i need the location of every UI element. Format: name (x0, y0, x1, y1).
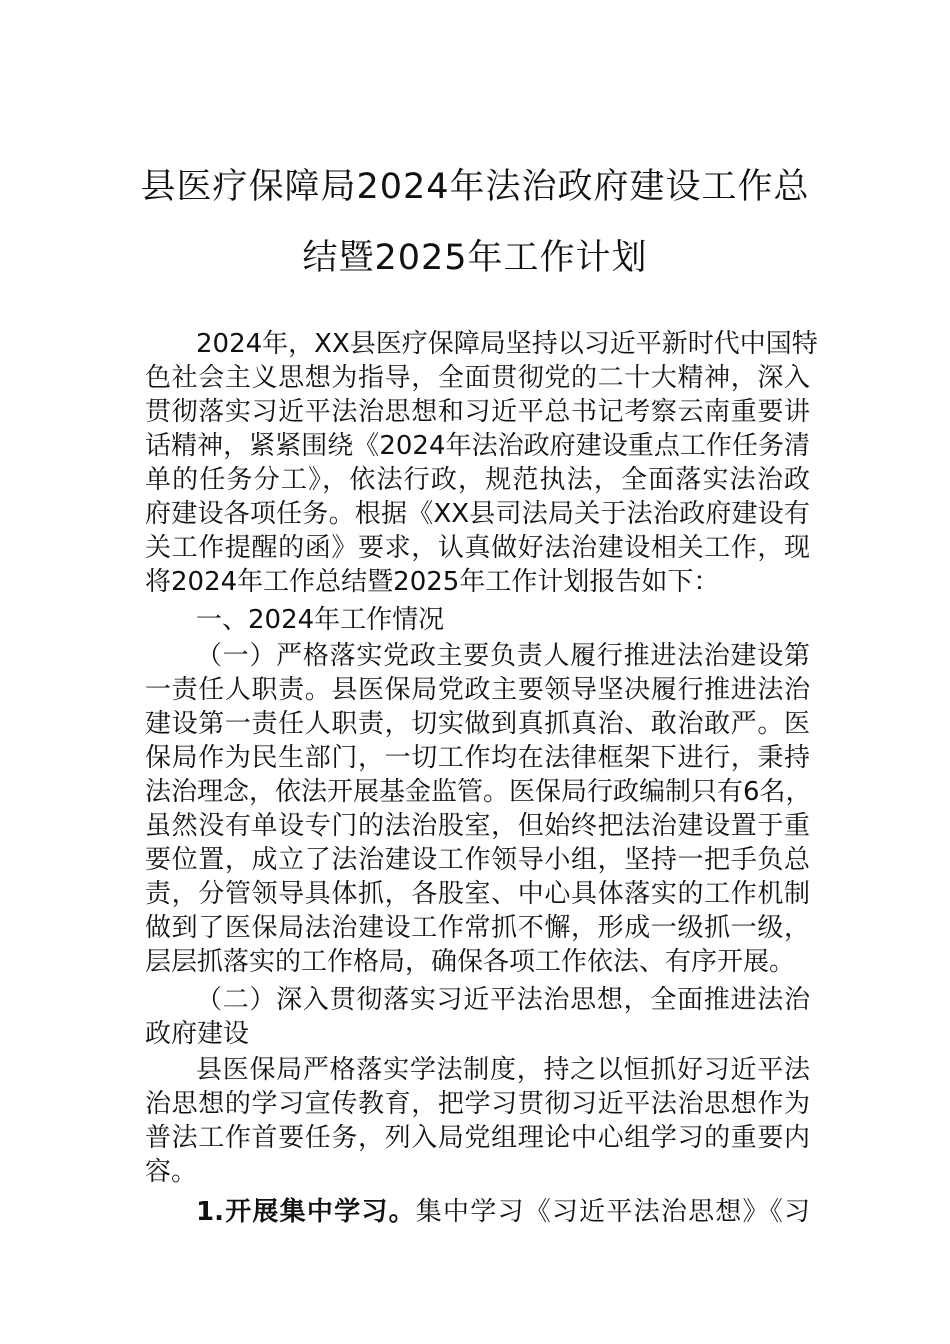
paragraph-line: 一责任人职责。县医保局党政主要领导坚决履行推进法治 (145, 675, 810, 705)
paragraph-line: 层层抓落实的工作格局，确保各项工作依法、有序开展。 (145, 947, 796, 977)
paragraph-line-numbered (196, 1196, 810, 1230)
paragraph-line: 将2024年工作总结暨2025年工作计划报告如下： (145, 567, 720, 597)
paragraph-line: 单的任务分工》，依法行政，规范执法，全面落实法治政 (145, 465, 810, 495)
numbered-item-text: 集中学习《习近平法治思想》《习 (415, 1197, 810, 1227)
paragraph-line: 建设第一责任人职责，切实做到真抓真治、敢治敢严。医 (145, 709, 810, 739)
paragraph-line: 话精神，紧紧围绕《2024年法治政府建设重点工作任务清 (145, 431, 810, 461)
paragraph-line: 贯彻落实习近平法治思想和习近平总书记考察云南重要讲 (145, 397, 810, 427)
subsection-heading: （二）深入贯彻落实习近平法治思想，全面推进法治 (196, 985, 810, 1015)
paragraph-line: 保局作为民生部门，一切工作均在法律框架下进行，秉持 (145, 743, 810, 773)
document-title-line-1: 县医疗保障局2024年法治政府建设工作总 (140, 167, 810, 207)
section-heading: 一、2024年工作情况 (196, 605, 445, 635)
paragraph-line: 关工作提醒的函》要求，认真做好法治建设相关工作，现 (145, 533, 810, 563)
paragraph-line: 虽然没有单设专门的法治股室，但始终把法治建设置于重 (145, 811, 810, 841)
paragraph-line: 做到了医保局法治建设工作常抓不懈，形成一级抓一级， (145, 913, 810, 943)
document-title-line-2: 结暨2025年工作计划 (302, 238, 648, 278)
numbered-item-heading: 1.开展集中学习。 (196, 1197, 416, 1227)
paragraph-line: 责，分管领导具体抓，各股室、中心具体落实的工作机制 (145, 879, 810, 909)
paragraph-line: （一）严格落实党政主要负责人履行推进法治建设第 (196, 641, 810, 671)
paragraph-line: 色社会主义思想为指导，全面贯彻党的二十大精神，深入 (145, 363, 810, 393)
paragraph-line: 治思想的学习宣传教育，把学习贯彻习近平法治思想作为 (145, 1089, 810, 1119)
paragraph-line: 法治理念，依法开展基金监管。医保局行政编制只有6名， (145, 777, 812, 807)
paragraph-line: 容。 (145, 1157, 198, 1187)
paragraph-line: 2024年，XX县医疗保障局坚持以习近平新时代中国特 (196, 329, 818, 359)
paragraph-line: 普法工作首要任务，列入局党组理论中心组学习的重要内 (145, 1123, 810, 1153)
paragraph-line: 县医保局严格落实学法制度，持之以恒抓好习近平法 (196, 1055, 810, 1085)
subsection-heading-cont: 政府建设 (145, 1019, 250, 1049)
paragraph-line: 府建设各项任务。根据《XX县司法局关于法治政府建设有 (145, 499, 810, 529)
paragraph-line: 要位置，成立了法治建设工作领导小组，坚持一把手负总 (145, 845, 810, 875)
